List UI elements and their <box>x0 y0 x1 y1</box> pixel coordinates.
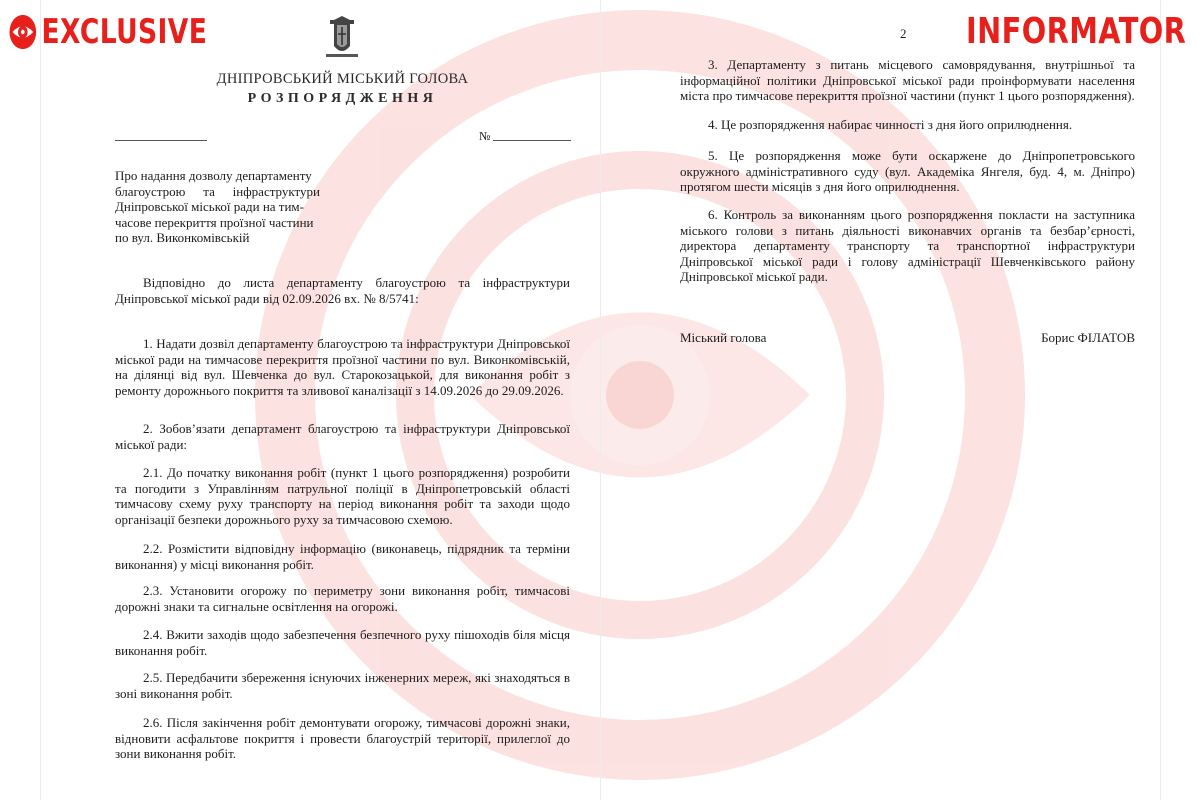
item-paragraph: 2. Зобов’язати департамент благоустрою та інфраструктури Дніпровської міської ради: <box>115 421 570 452</box>
item-paragraph: 4. Це розпорядження набирає чинності з дня його оприлюднення. <box>708 117 1073 132</box>
preamble-paragraph: Відповідно до листа департаменту благоустрою та інфраструктури Дніпровської міської ради від 02.09.2026 вх. № 8/5741: <box>115 275 570 306</box>
item-paragraph: 2.1. До початку виконання робіт (пункт 1 цього розпорядження) розробити та погодити з Управлінням патрульної поліції в Дніпропетровській області тимчасову схему руху транспорту на період виконання робіт та заходи щодо організації безпеки дорожнього руху за тимчасовою схемою. <box>115 465 570 527</box>
subject-line: Дніпровської міської ради на тим- <box>115 199 304 214</box>
item-paragraph: 5. Це розпорядження може бути оскаржене до Дніпропетровського окружного адміністративного суду (вул. Академіка Янгеля, буд. 4, м. Дніпро) протягом шести місяців з дня його оприлюднення. <box>680 148 1135 194</box>
subject-line: часове перекриття проїзної частини <box>115 214 314 230</box>
subject-line: благоустрою та інфраструктури <box>115 183 320 199</box>
exclusive-badge <box>8 10 207 54</box>
item-paragraph: 3. Департаменту з питань місцевого самоврядування, внутрішньої та інформаційної політики Дніпровської міської ради проінформувати населення міста про тимчасове перекриття проїзної частини (пункт 1 цього розпорядження). <box>680 57 1135 103</box>
item-paragraph: 6. Контроль за виконанням цього розпорядження покласти на заступника міського голови з питань діяльності виконавчих органів та безбар’єрності, директора департаменту транспорту та транспортної інфраструктури Дніпровської міської ради і голову адміністрації Шевченківського району Дніпровської міської ради. <box>680 207 1135 284</box>
item-paragraph: 2.5. Передбачити збереження існуючих інженерних мереж, які знаходяться в зоні виконання робіт. <box>115 670 570 701</box>
number-blank <box>493 140 571 141</box>
eye-icon <box>8 13 38 51</box>
document-subject <box>115 168 320 246</box>
date-blank <box>115 140 207 141</box>
issuer-title: ДНІПРОВСЬКИЙ МІСЬКИЙ ГОЛОВА <box>216 71 469 87</box>
item-paragraph: 2.3. Установити огорожу по периметру зони виконання робіт, тимчасові дорожні знаки та сигнальне освітлення на огорожі. <box>115 583 570 614</box>
subject-line: по вул. Виконкомівській <box>115 230 250 245</box>
document-page-1 <box>115 0 570 800</box>
scan-edge-middle <box>600 0 601 800</box>
exclusive-label: EXCLUSIVE <box>41 12 208 52</box>
page-number: 2 <box>900 26 907 41</box>
subject-line: Про надання дозволу департаменту <box>115 168 312 183</box>
item-paragraph: 2.6. Після закінчення робіт демонтувати огорожу, тимчасові дорожні знаки, відновити асфальтове покриття і провести благоустрій території, прилеглої до зони виконання робіт. <box>115 715 570 761</box>
document-type: РОЗПОРЯДЖЕННЯ <box>247 91 438 106</box>
scan-edge-right <box>1160 0 1161 800</box>
informator-logo: INFORMATOR <box>965 11 1186 52</box>
number-label: № <box>479 129 491 143</box>
scan-edge-left <box>40 0 41 800</box>
item-paragraph: 1. Надати дозвіл департаменту благоустрою та інфраструктури Дніпровської міської ради на тимчасове перекриття проїзної частини по вул. Виконкомівській, на ділянці від вул. Шевченка до вул. Старокозацькой, для виконання робіт з ремонту дорожнього покриття та зливової каналізації з 14.09.2026 до 29.09.2026. <box>115 336 570 398</box>
item-paragraph: 2.2. Розмістити відповідну інформацію (виконавець, підрядник та терміни виконання) у місці виконання робіт. <box>115 541 570 572</box>
item-paragraph: 2.4. Вжити заходів щодо забезпечення безпечного руху пішоходів біля місця виконання робіт. <box>115 627 570 658</box>
signature-name: Борис ФІЛАТОВ <box>1041 330 1135 345</box>
coat-of-arms-icon <box>320 16 364 60</box>
signature-position: Міський голова <box>680 330 767 345</box>
document-page-2 <box>680 0 1135 800</box>
